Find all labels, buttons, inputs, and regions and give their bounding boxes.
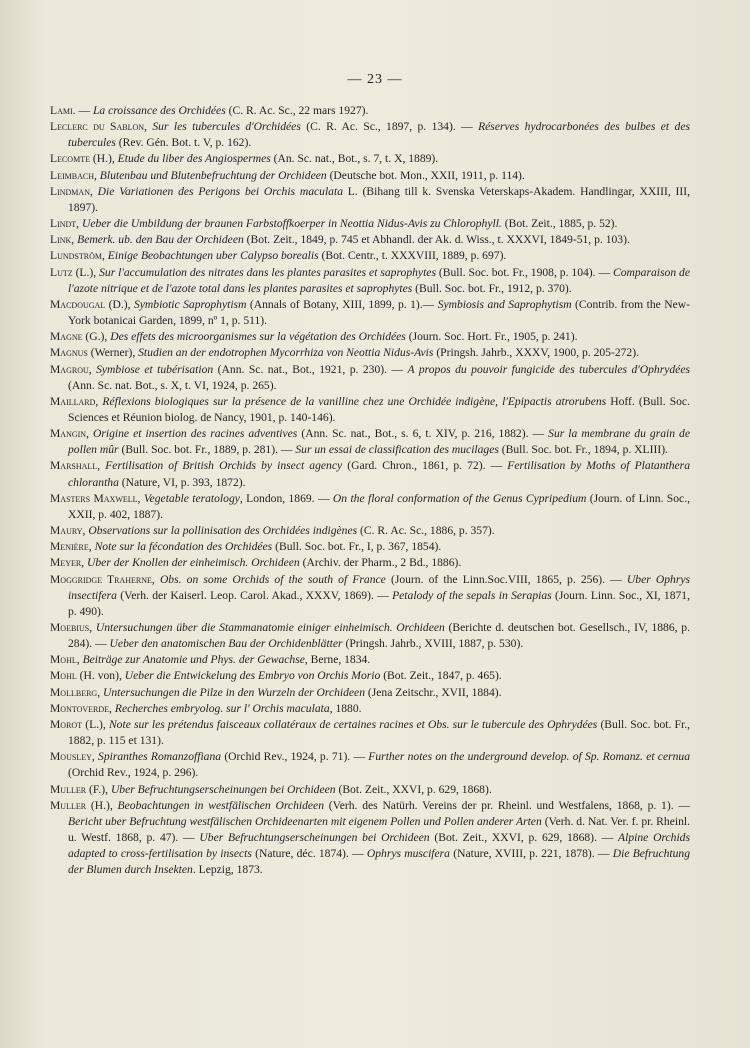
entry-title: Alpine Orchids adapted to cross-fertilisation by insects [68, 831, 690, 861]
bibliography-entry [50, 103, 690, 119]
entry-citation: (Journ. Linn. Soc., XI, 1871, p. 490). [68, 588, 690, 618]
entry-citation: (Jena Zeitschr., XVII, 1884). [365, 685, 502, 699]
bibliography-entry [50, 248, 690, 264]
entry-citation: (Bull. Soc. bot. Fr., 1894, p. XLIII). [498, 443, 668, 457]
entry-title: Further notes on the underground develop. of Sp. Romanz. et cernua [368, 750, 690, 764]
entry-author: Leclerc du Sablon, [50, 120, 147, 134]
entry-author: Lundström, [50, 249, 105, 263]
entry-author: Muller [50, 782, 87, 796]
entry-title: Blutenbau und Blutenbefruchtung der Orchideen [99, 168, 327, 182]
bibliography-entry [50, 119, 690, 151]
entry-author: Menière, [50, 540, 92, 554]
entry-title: Symbiotic Saprophytism [133, 297, 247, 311]
entry-author: Maury, [50, 524, 86, 538]
entry-title: Réserves hydrocarbonées des bulbes et des tubercules [68, 120, 690, 150]
entry-citation: (Bot. Zeit., 1847, p. 465). [380, 669, 502, 683]
entry-author: Leimbach, [50, 168, 97, 182]
entry-citation: (Rev. Gén. Bot. t. V, p. 162). [115, 136, 252, 150]
entry-citation: (Bull. Soc. bot. Fr., 1889, p. 281). — [118, 443, 296, 457]
entry-citation: (Archiv. der Pharm., 2 Bd., 1886). [299, 556, 462, 570]
entry-title: Recherches embryolog. sur l' Orchis maculata [114, 701, 330, 715]
bibliography-entry [50, 216, 690, 232]
entry-citation: (Pringsh. Jahrb., XVIII, 1887, p. 530). [342, 637, 524, 651]
bibliography-list [50, 103, 690, 879]
bibliography-entry [50, 572, 690, 620]
entry-title: A propos du pouvoir fungicide des tubercules d'Ophrydées [407, 362, 690, 376]
entry-author: Link, [50, 233, 75, 247]
bibliography-entry [50, 362, 690, 394]
entry-title: Einige Beobachtungen uber Calypso borealis [107, 249, 319, 263]
entry-citation: (Journ. of the Linn.Soc.VIII, 1865, p. 256). — [385, 572, 627, 586]
entry-author: Mollberg, [50, 685, 101, 699]
entry-title: Ueber den anatomischen Bau der Orchidenblätter [109, 637, 343, 651]
entry-title: Die Variationen des Perigons bei Orchis maculata [97, 184, 343, 198]
entry-title: Ophrys muscifera [366, 847, 450, 861]
entry-title: Studien an der endotrophen Mycorrhiza von Neottia Nidus-Avis [138, 346, 434, 360]
entry-title: Bericht uber Befruchtung westfälischen Orchideenarten mit eigenem Pollen und Pollen anderer Arten [68, 814, 542, 828]
entry-author: Moebius, [50, 621, 93, 634]
bibliography-entry [50, 749, 690, 781]
entry-citation: (Pringsh. Jahrb., XXXV, 1900, p. 205-272). [433, 346, 639, 360]
entry-title: Symbiosis and Saprophytism [437, 297, 572, 311]
bibliography-entry [50, 539, 690, 555]
bibliography-entry [50, 184, 690, 216]
entry-title: Sur la membrane du grain de pollen mûr [68, 427, 690, 457]
entry-title: Uber Befruchtungserscheinungen bei Orchideen [110, 782, 336, 796]
entry-author: Morot [50, 717, 83, 731]
entry-title: Note sur la fécondation des Orchidées [94, 540, 273, 554]
entry-citation: (An. Sc. nat., Bot., s. 7, t. X, 1889). [270, 152, 439, 166]
entry-title: Uber Befruchtungserscheinungen bei Orchideen [199, 831, 430, 845]
entry-title: Réflexions biologiques sur la présence de la vanilline chez une Orchidée indigène, l'Epipactis atrorubens [102, 394, 607, 408]
entry-citation: (L.), [72, 265, 100, 279]
bibliography-entry [50, 345, 690, 361]
entry-title: Ueber die Umbildung der braunen Farbstoffkoerper in Neottia Nidus-Avis zu Chlorophyll. [82, 217, 502, 231]
entry-title: Die Befruchtung der Blumen durch Insekten [68, 847, 691, 877]
entry-title: Uber der Knollen der einheimisch. Orchideen [87, 556, 300, 570]
entry-author: Marshall, [50, 459, 101, 473]
entry-citation: , London, 1869. — [239, 491, 333, 505]
entry-citation: (L.), [82, 717, 109, 731]
entry-title: Sur l'accumulation des nitrates dans les plantes parasites et saprophytes [99, 265, 436, 279]
bibliography-entry [50, 491, 690, 523]
entry-citation: (Nature, XVIII, p. 221, 1878). — [449, 847, 613, 861]
entry-citation: (Journ. Soc. Hort. Fr., 1905, p. 241). [405, 330, 578, 344]
bibliography-entry [50, 620, 690, 652]
entry-author: Moggridge Traherne, [50, 572, 155, 586]
entry-title: Uber Ophrys insectifera [68, 572, 691, 602]
page-number: — 23 — [347, 72, 403, 87]
entry-citation: (Bot. Zeit., 1849, p. 745 et Abhandl. der Ak. d. Wiss., t. XXXVI, 1849-51, p. 103). [243, 233, 630, 247]
entry-author: Mohl [50, 669, 77, 683]
entry-citation: (F.), [86, 782, 111, 796]
entry-author: Magne [50, 330, 83, 344]
entry-title: Observations sur la pollinisation des Orchidées indigènes [88, 524, 358, 538]
entry-citation: (Bull. Soc. bot. Fr., I, p. 367, 1854). [272, 540, 442, 554]
entry-author: Meyer, [50, 556, 85, 570]
bibliography-entry [50, 717, 690, 749]
bibliography-entry [50, 685, 690, 701]
entry-citation: (Berichte d. deutschen bot. Gesellsch., IV, 1886, p. 284). — [68, 621, 691, 651]
entry-citation: (Verh. der Kaiserl. Leop. Carol. Akad., XXXV, 1869). — [116, 588, 393, 602]
entry-citation: (Nature, VI, p. 393, 1872). [118, 475, 246, 489]
entry-title: Origine et insertion des racines adventives [93, 427, 298, 441]
entry-title: Beobachtungen in westfälischen Orchideen [117, 798, 324, 812]
entry-author: Montoverde, [50, 701, 112, 715]
entry-citation: (Verh. des Natürh. Vereins der pr. Rheinl. und Westfalens, 1868, p. 1). — [324, 798, 690, 812]
entry-title: On the floral conformation of the Genus Cypripedium [332, 491, 587, 505]
entry-title: Vegetable teratology [143, 491, 240, 505]
entry-citation: (Journ. of Linn. Soc., XXII, p. 402, 1887). [68, 491, 690, 521]
entry-citation: . Lepzig, 1873. [192, 863, 263, 877]
entry-citation: (Bot. Centr., t. XXXVIII, 1889, p. 697). [318, 249, 507, 263]
bibliography-entry [50, 297, 690, 329]
entry-title: Untersuchungen über die Stammanatomie einiger einheimisch. Orchideen [95, 621, 445, 634]
entry-title: Etude du liber des Angiospermes [117, 152, 271, 166]
entry-citation: , 1880. [329, 701, 362, 715]
bibliography-entry [50, 701, 690, 717]
entry-title: Sur les tubercules d'Orchidées [152, 120, 301, 134]
entry-citation: (Verh. d. Nat. Ver. f. pr. Rheinl. u. Westf. 1868, p. 47). — [68, 814, 690, 845]
entry-citation: (Orchid Rev., 1924, p. 296). [68, 766, 199, 780]
entry-title: Fertilisation of British Orchids by insect agency [105, 459, 343, 473]
bibliography-entry [50, 329, 690, 345]
entry-citation: (Bot. Zeit., XXVI, p. 629, 1868). — [429, 831, 619, 845]
entry-title: Note sur les prétendus faisceaux collatéraux de certaines racines et Obs. sur le tubercule des Ophrydées [108, 717, 598, 731]
bibliography-entry [50, 798, 690, 879]
entry-citation: (Annals of Botany, XIII, 1899, p. 1).— [246, 297, 438, 311]
entry-citation: (G.), [82, 330, 111, 344]
entry-title: Comparaison de l'azote nitrique et de l'azote total dans les plantes parasites et saprophytes [68, 265, 690, 295]
entry-citation: (H.), [89, 152, 118, 166]
bibliography-entry [50, 232, 690, 248]
entry-citation: (Orchid Rev., 1924, p. 71). — [221, 750, 369, 764]
entry-citation: (Deutsche bot. Mon., XXII, 1911, p. 114). [326, 168, 525, 182]
entry-author: Lindt, [50, 217, 80, 231]
entry-author: Maillard, [50, 394, 99, 408]
entry-title: Ueber die Entwickelung des Embryo von Orchis Morio [124, 669, 381, 683]
entry-citation: (Bot. Zeit., XXVI, p. 629, 1868). [335, 782, 492, 796]
entry-author: Masters Maxwell, [50, 491, 141, 505]
entry-author: Lecomte [50, 152, 90, 166]
entry-citation: (Werner), [87, 346, 139, 360]
entry-title: Sur un essai de classification des mucilages [295, 443, 499, 457]
entry-title: Petalody of the sepals in Serapias [392, 588, 552, 602]
entry-title: Fertilisation by Moths of Platanthera chlorantha [68, 459, 690, 489]
entry-citation: (H.), [86, 798, 118, 812]
entry-author: Muller [50, 798, 87, 812]
bibliography-entry [50, 168, 690, 184]
entry-title: La croissance des Orchidées [92, 104, 226, 117]
entry-citation: (C. R. Ac. Sc., 1897, p. 134). — [300, 120, 479, 134]
entry-title: Des effets des microorganismes sur la végétation des Orchidées [110, 330, 406, 344]
entry-author: Magrou, [50, 362, 92, 376]
entry-citation: Hoff. (Bull. Soc. Sciences et Réunion biolog. de Nancy, 1901, p. 140-146). [68, 394, 690, 424]
entry-author: Magnus [50, 346, 88, 360]
entry-citation: (C. R. Ac. Sc., 22 mars 1927). [225, 104, 369, 117]
entry-author: Lami. [50, 104, 76, 117]
entry-citation: (Bull. Soc. bot. Fr., 1908, p. 104). — [435, 265, 613, 279]
entry-citation: (H. von), [76, 669, 125, 683]
entry-author: Mousley, [50, 750, 95, 764]
entry-citation: (Nature, déc. 1874). — [251, 847, 367, 861]
bibliography-entry [50, 668, 690, 684]
entry-citation: (C. R. Ac. Sc., 1886, p. 357). [357, 524, 495, 538]
bibliography-entry [50, 394, 690, 426]
entry-title: Untersuchungen die Pilze in den Wurzeln der Orchideen [103, 685, 366, 699]
entry-author: Mohl, [50, 653, 80, 667]
entry-title: Beiträge zur Anatomie und Phys. der Gewachse [82, 653, 305, 667]
entry-citation: , Berne, 1834. [304, 653, 371, 667]
entry-citation: (Bull. Soc. bot. Fr., 1912, p. 370). [412, 281, 572, 295]
bibliography-entry [50, 265, 690, 297]
bibliography-entry [50, 426, 690, 458]
entry-author: Lindman, [50, 184, 93, 198]
entry-citation: (Ann. Sc. nat. Bot., s. X, t. VI, 1924, p. 265). [68, 378, 277, 392]
entry-title: Spiranthes Romanzoffiana [98, 750, 222, 764]
entry-citation: (Ann. Sc. nat., Bot., 1921, p. 230). — [213, 362, 408, 376]
entry-citation: (D.), [105, 297, 134, 311]
bibliography-entry [50, 555, 690, 571]
entry-title: Symbiose et tubérisation [96, 362, 214, 376]
entry-citation: (Contrib. from the New-York botanicai Garden, 1899, nº 1, p. 511). [68, 297, 690, 328]
bibliography-entry [50, 652, 690, 668]
entry-title: Obs. on some Orchids of the south of France [159, 572, 386, 586]
entry-citation: (Gard. Chron., 1861, p. 72). — [342, 459, 508, 473]
entry-citation: (Bull. Soc. bot. Fr., 1882, p. 115 et 131). [68, 717, 690, 748]
entry-author: Lutz [50, 265, 73, 279]
entry-citation: (Bot. Zeit., 1885, p. 52). [501, 217, 618, 231]
bibliography-entry [50, 782, 690, 798]
entry-title: Bemerk. ub. den Bau der Orchideen [77, 233, 244, 247]
entry-citation: L. (Bihang till k. Svenska Veterskaps-Akadem. Handlingar, XXIII, III, 1897). [68, 184, 690, 214]
bibliography-entry [50, 523, 690, 539]
bibliography-entry [50, 458, 690, 490]
entry-author: Mangin, [50, 427, 89, 441]
entry-citation: (Ann. Sc. nat., Bot., s. 6, t. XIV, p. 216, 1882). — [297, 427, 549, 441]
bibliography-entry [50, 151, 690, 167]
entry-citation: — [75, 104, 93, 117]
entry-author: Macdougal [50, 297, 106, 311]
